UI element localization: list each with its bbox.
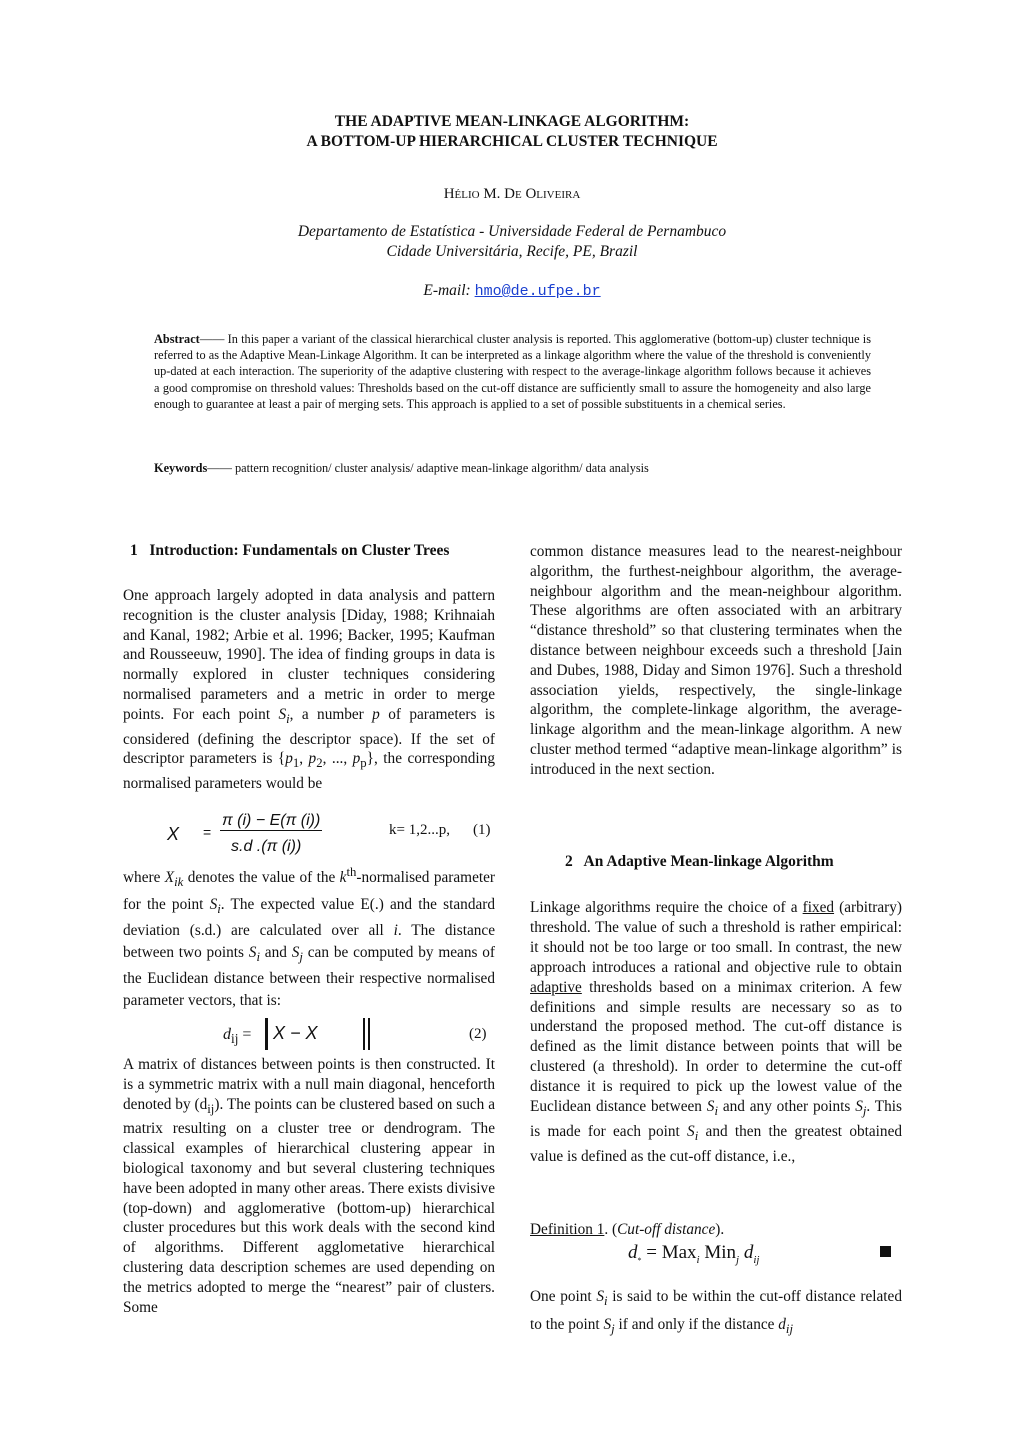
definition-1-equation: $d_* = Max_i$ Min$_j$ $d_{ij}$ xyxy=(628,1242,760,1266)
section-1-title: Introduction: Fundamentals on Cluster Trees xyxy=(149,542,450,559)
eq1-numerator: π (i) − E(π (i)) xyxy=(222,812,321,829)
author-name: Hélio M. De Oliveira xyxy=(443,186,581,202)
email-link[interactable]: hmo@de.ufpe.br xyxy=(474,283,601,300)
keywords xyxy=(154,461,871,476)
definition-1: Definition 1. (Cut-off distance). xyxy=(530,1221,725,1238)
section-1-paragraph-1: One approach largely adopted in data analysis and pattern recognition is the cluster analysis [Diday, 1988; Krihnaiah and Kanal, 1982; Arbie et al. 1996; Backer, 1995; Kaufman and Rousseeuw, 1990]. The idea of finding groups in data is normally explored in cluster techniques considering normalised parameters and a metric in order to merge points. For each point $S_i$, a number p of parameters is considered (defining the descriptor space). If the set of descriptor parameters is {$p_1$, $p_2$, ..., $p_p$}, the corresponding normalised parameters would be xyxy=(123,587,495,793)
keywords-dash: —— xyxy=(207,461,235,475)
equation-1: X = π (i) − E(π (i)) s.d .(π (i)) k= 1,2...p, (1) xyxy=(167,812,491,855)
eq2-rhs: X − X xyxy=(273,1023,318,1043)
section-1-paragraph-3: A matrix of distances between points is then constructed. It is a symmetric matrix with a null main diagonal, henceforth denoted by $(d_{ij})$. The points can be clustered based on such a matrix resulting on a cluster tree or dendrogram. The classical examples of hierarchical clustering appear in biological taxonomy and but several clustering techniques have been adopted in many other areas. There exists divisive (top-down) and agglomerative (bottom-up) hierarchical cluster procedures but this work deals with the second kind of algorithms. Different agglometative hierarchical clustering data description schemes are used depending on the metrics adopted to merge the “nearest” pair of clusters. Some xyxy=(123,1056,495,1316)
right-paragraph-3: One point $S_i$ is said to be within the cut-off distance related to the point $S_j$ if and only if the distance $d_{ij}$ xyxy=(530,1288,902,1337)
email-line xyxy=(0,282,1024,300)
eq1-condition: k= 1,2...p, xyxy=(389,822,450,838)
eq1-lhs: X xyxy=(167,824,180,844)
right-paragraph-1: common distance measures lead to the nearest-neighbour algorithm, the furthest-neighbour algorithm, the average-neighbour algorithm and the mean-neighbour algorithm. These algorithms are often associated with an arbitrary “distance threshold” so that clustering terminates when the distance between neighbour exceeds such a threshold [Jain and Dubes, 1988, Diday and Simon 1976]. Such a threshold association yields, respectively, the single-linkage algorithm, the complete-linkage algorithm, the average-linkage algorithm and the mean-linkage algorithm. A new cluster method termed “adaptive mean-linkage algorithm” is introduced in the next section. xyxy=(530,543,902,778)
paper-title xyxy=(0,112,1024,152)
title-line-1: THE ADAPTIVE MEAN-LINKAGE ALGORITHM: xyxy=(334,113,690,130)
abstract-text: In this paper a variant of the classical hierarchical cluster analysis is reported. This agglomerative (bottom-up) cluster technique is referred to as the Adaptive Mean-Linkage Algorithm. It can be interpreted as a linkage algorithm where the value of the threshold is conveniently up-dated at each interaction. The superiority of the adaptive clustering with respect to the average-linkage algorithm follows because it achieves a good compromise on threshold values: Thresholds based on the cut-off distance are sufficiently small to assure the homogeneity and also large enough to guarantee at least a pair of merging sets. This approach is applied to a set of possible substituents in a chemical series. xyxy=(154,332,871,411)
eq1-label: (1) xyxy=(473,822,491,838)
section-2-paragraph-1: Linkage algorithms require the choice of a fixed (arbitrary) threshold. The value of such a threshold is rather empirical: it should not be too large or too small. In contrast, the new approach introduces a rational and objective rule to obtain adaptive thresholds based on a minimax criterion. A few definitions and simple results are necessary so as to understand the proposed method. The cut-off distance is defined as the limit distance between points that will be clustered (a threshold). In order to determine the cut-off distance it is required to pick up the lowest value of the Euclidean distance between $S_i$ and any other points $S_j$. This is made for each point $S_i$ and then the greatest obtained value is defined as the cut-off distance, i.e., xyxy=(530,899,903,1165)
abstract-label: Abstract xyxy=(154,332,200,346)
section-2-title: An Adaptive Mean-linkage Algorithm xyxy=(583,853,834,870)
section-2-number: 2 xyxy=(565,853,573,870)
section-1-heading xyxy=(130,542,449,560)
end-of-definition-icon xyxy=(880,1246,891,1257)
abstract xyxy=(154,331,871,412)
equation-2: $d_{ij}$ = X − X (2) xyxy=(123,1018,495,1052)
affiliation xyxy=(0,222,1024,262)
abstract-dash: —— xyxy=(199,332,228,346)
keywords-text: pattern recognition/ cluster analysis/ adaptive mean-linkage algorithm/ data analysis xyxy=(234,461,649,475)
section-1-paragraph-2: where $X_{ik}$ denotes the value of the $k^{th}$-normalised parameter for the point $S_i$. The expected value E(.) and the standard deviation (s.d.) are calculated over all i. The distance between two points $S_i$ and $S_j$ can be computed by means of the Euclidean distance between their respective normalised parameter vectors, that is: xyxy=(123,865,495,1009)
affiliation-line-1: Departamento de Estatística - Universidade Federal de Pernambuco xyxy=(297,223,727,240)
eq1-denominator: s.d .(π (i)) xyxy=(231,838,302,855)
eq2-lhs: d xyxy=(223,1026,231,1043)
section-1-number: 1 xyxy=(130,542,138,559)
email-label: E-mail: xyxy=(423,282,471,299)
eq2-label: (2) xyxy=(469,1026,487,1042)
affiliation-line-2: Cidade Universitária, Recife, PE, Brazil xyxy=(386,243,638,260)
title-line-2: A BOTTOM-UP HIERARCHICAL CLUSTER TECHNIQUE xyxy=(306,133,718,150)
section-2-heading xyxy=(565,853,834,871)
keywords-label: Keywords xyxy=(154,461,208,475)
